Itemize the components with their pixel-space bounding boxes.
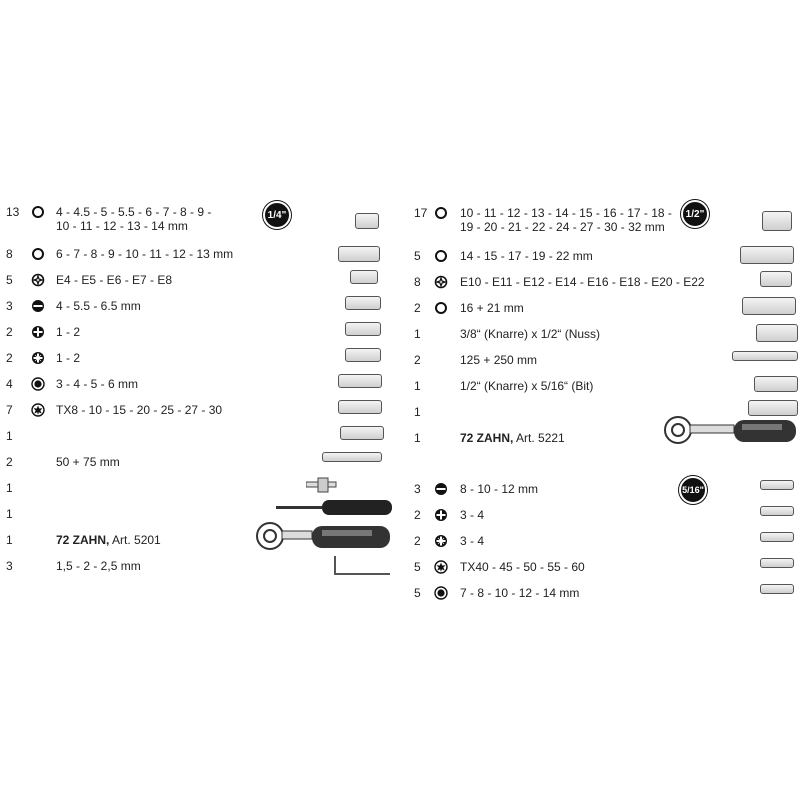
spec-row bbox=[6, 247, 386, 269]
spec-row bbox=[414, 482, 794, 504]
tool-illustration bbox=[760, 532, 794, 542]
spec-row bbox=[6, 273, 386, 295]
description bbox=[460, 560, 585, 574]
spec-row bbox=[414, 249, 794, 271]
description bbox=[56, 299, 141, 313]
quantity: 3 bbox=[6, 299, 13, 313]
torx-e-icon bbox=[434, 275, 448, 289]
description-line: 3 - 4 - 5 - 6 mm bbox=[56, 377, 139, 391]
allen-key-illustration bbox=[332, 554, 394, 578]
quantity: 1 bbox=[414, 327, 421, 341]
spec-row bbox=[6, 559, 386, 581]
description-line: 8 - 10 - 12 mm bbox=[460, 482, 539, 496]
spec-row bbox=[6, 377, 386, 399]
quantity: 2 bbox=[414, 508, 421, 522]
t-handle-illustration bbox=[306, 476, 346, 494]
quantity: 8 bbox=[6, 247, 13, 261]
phillips-icon bbox=[31, 325, 45, 339]
description bbox=[56, 403, 222, 417]
ring-icon bbox=[434, 249, 448, 263]
description-line: 6 - 7 - 8 - 9 - 10 - 11 - 12 - 13 mm bbox=[56, 247, 234, 261]
quantity: 1 bbox=[6, 481, 13, 495]
spec-row bbox=[6, 429, 386, 451]
phillips-icon bbox=[434, 508, 448, 522]
tool-illustration bbox=[345, 296, 381, 310]
tool-illustration bbox=[760, 271, 792, 287]
spec-row bbox=[414, 534, 794, 556]
description bbox=[460, 327, 600, 341]
quantity: 5 bbox=[414, 560, 421, 574]
tool-illustration bbox=[760, 584, 794, 594]
description bbox=[460, 586, 579, 600]
tool-illustration bbox=[345, 322, 381, 336]
description-line: E10 - E11 - E12 - E14 - E16 - E18 - E20 - E22 bbox=[460, 275, 705, 289]
pozidriv-icon bbox=[31, 351, 45, 365]
slotted-icon bbox=[434, 482, 448, 496]
tool-illustration bbox=[338, 374, 382, 388]
spec-row bbox=[414, 379, 794, 401]
spec-row bbox=[414, 327, 794, 349]
tool-illustration bbox=[756, 324, 798, 342]
tool-illustration bbox=[754, 376, 798, 392]
quantity: 2 bbox=[414, 301, 421, 315]
spec-row bbox=[414, 586, 794, 608]
spec-row bbox=[6, 351, 386, 373]
quantity: 5 bbox=[414, 586, 421, 600]
quantity: 17 bbox=[414, 206, 428, 220]
description bbox=[56, 273, 172, 287]
description bbox=[460, 431, 565, 445]
description-line: E4 - E5 - E6 - E7 - E8 bbox=[56, 273, 173, 287]
quantity: 1 bbox=[6, 429, 13, 443]
quantity: 1 bbox=[414, 379, 421, 393]
description bbox=[460, 353, 537, 367]
description bbox=[460, 379, 593, 393]
hex-icon bbox=[31, 377, 45, 391]
description-line: Art. 5221 bbox=[513, 431, 565, 445]
description-line: TX8 - 10 - 15 - 20 - 25 - 27 - 30 bbox=[56, 403, 223, 417]
tool-illustration bbox=[732, 351, 798, 361]
description bbox=[460, 249, 593, 263]
quantity: 2 bbox=[6, 455, 13, 469]
description-line: 4 - 4.5 - 5 - 5.5 - 6 - 7 - 8 - 9 - bbox=[56, 205, 212, 219]
description-line: 10 - 11 - 12 - 13 - 14 mm bbox=[56, 219, 188, 233]
tool-illustration bbox=[760, 558, 794, 568]
model-label: 72 ZAHN, bbox=[56, 533, 110, 547]
description bbox=[56, 325, 80, 339]
ratchet-illustration-left bbox=[254, 520, 394, 556]
spec-row bbox=[6, 403, 386, 425]
ring-icon bbox=[434, 206, 448, 220]
quantity: 1 bbox=[414, 431, 421, 445]
model-label: 72 ZAHN, bbox=[460, 431, 514, 445]
description bbox=[56, 247, 233, 261]
torx-e-icon bbox=[31, 273, 45, 287]
spec-row bbox=[6, 205, 386, 233]
description bbox=[56, 377, 138, 391]
description bbox=[460, 508, 484, 522]
description-line: 4 - 5.5 - 6.5 mm bbox=[56, 299, 141, 313]
description bbox=[56, 559, 141, 573]
description bbox=[460, 301, 524, 315]
drive-size-badge-half: 1/2" bbox=[681, 200, 709, 228]
description bbox=[460, 482, 538, 496]
quantity: 5 bbox=[414, 249, 421, 263]
quantity: 1 bbox=[414, 405, 421, 419]
quantity: 1 bbox=[6, 507, 13, 521]
description-line: 1 - 2 bbox=[56, 325, 81, 339]
drive-size-badge-quarter: 1/4" bbox=[263, 201, 291, 229]
quantity: 3 bbox=[6, 559, 13, 573]
spec-row bbox=[414, 560, 794, 582]
description-line: Art. 5201 bbox=[109, 533, 161, 547]
spec-row bbox=[414, 275, 794, 297]
ratchet-illustration-right bbox=[662, 414, 800, 450]
description bbox=[460, 275, 705, 289]
quantity: 3 bbox=[414, 482, 421, 496]
quantity: 2 bbox=[6, 325, 13, 339]
tool-illustration bbox=[740, 246, 794, 264]
description-line: 10 - 11 - 12 - 13 - 14 - 15 - 16 - 17 - 18 - bbox=[460, 206, 672, 220]
spec-row bbox=[6, 299, 386, 321]
hex-icon bbox=[434, 586, 448, 600]
quantity: 1 bbox=[6, 533, 13, 547]
ring-icon bbox=[31, 247, 45, 261]
description-line: 3/8“ (Knarre) x 1/2“ (Nuss) bbox=[460, 327, 601, 341]
quantity: 8 bbox=[414, 275, 421, 289]
screwdriver-illustration bbox=[276, 496, 396, 520]
description-line: 14 - 15 - 17 - 19 - 22 mm bbox=[460, 249, 593, 263]
description bbox=[460, 534, 484, 548]
spec-row bbox=[414, 301, 794, 323]
ring-icon bbox=[434, 301, 448, 315]
pozidriv-icon bbox=[434, 534, 448, 548]
quantity: 2 bbox=[414, 534, 421, 548]
ring-icon bbox=[31, 205, 45, 219]
description-line: 3 - 4 bbox=[460, 508, 485, 522]
spec-row bbox=[414, 206, 794, 234]
description bbox=[56, 533, 161, 547]
quantity: 2 bbox=[6, 351, 13, 365]
description-line: 1 - 2 bbox=[56, 351, 81, 365]
tool-illustration bbox=[350, 270, 378, 284]
tool-illustration bbox=[355, 213, 379, 229]
tool-illustration bbox=[760, 480, 794, 490]
tool-illustration bbox=[338, 246, 380, 262]
tool-illustration bbox=[340, 426, 384, 440]
description-line: 1,5 - 2 - 2,5 mm bbox=[56, 559, 141, 573]
description-line: 16 + 21 mm bbox=[460, 301, 524, 315]
drive-size-badge-bit: 5/16" bbox=[679, 476, 707, 504]
tool-illustration bbox=[762, 211, 792, 231]
slotted-icon bbox=[31, 299, 45, 313]
description-line: 3 - 4 bbox=[460, 534, 485, 548]
description bbox=[460, 206, 672, 234]
quantity: 5 bbox=[6, 273, 13, 287]
description bbox=[56, 455, 120, 469]
description-line: 125 + 250 mm bbox=[460, 353, 538, 367]
description-line: 1/2“ (Knarre) x 5/16“ (Bit) bbox=[460, 379, 594, 393]
tool-illustration bbox=[338, 400, 382, 414]
quantity: 4 bbox=[6, 377, 13, 391]
description bbox=[56, 205, 211, 233]
tool-illustration bbox=[345, 348, 381, 362]
description-line: TX40 - 45 - 50 - 55 - 60 bbox=[460, 560, 585, 574]
tool-illustration bbox=[322, 452, 382, 462]
torx-icon bbox=[31, 403, 45, 417]
tool-illustration bbox=[742, 297, 796, 315]
spec-row bbox=[6, 325, 386, 347]
quantity: 13 bbox=[6, 205, 20, 219]
spec-row bbox=[414, 508, 794, 530]
quantity: 7 bbox=[6, 403, 13, 417]
description bbox=[56, 351, 80, 365]
tool-illustration bbox=[760, 506, 794, 516]
description-line: 19 - 20 - 21 - 22 - 24 - 27 - 30 - 32 mm bbox=[460, 220, 665, 234]
quantity: 2 bbox=[414, 353, 421, 367]
description-line: 7 - 8 - 10 - 12 - 14 mm bbox=[460, 586, 580, 600]
description-line: 50 + 75 mm bbox=[56, 455, 120, 469]
torx-icon bbox=[434, 560, 448, 574]
